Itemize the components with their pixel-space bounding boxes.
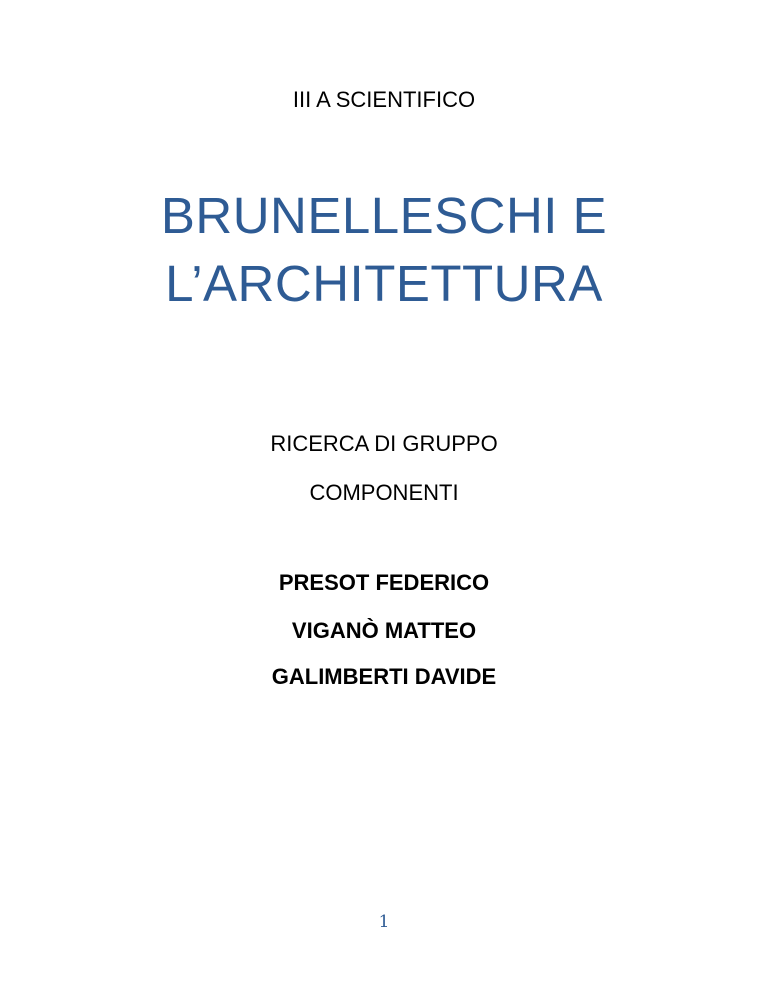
page-number: 1 [378, 912, 390, 932]
subtitle-members-heading: COMPONENTI [309, 480, 459, 505]
title-line-2: L’ARCHITETTURA [165, 255, 603, 312]
member-name: VIGANÒ MATTEO [291, 618, 477, 643]
member-name: PRESOT FEDERICO [278, 570, 490, 595]
subtitle-research: RICERCA DI GRUPPO [270, 431, 498, 456]
title-line-1: BRUNELLESCHI E [160, 187, 608, 244]
class-label: III A SCIENTIFICO [292, 87, 476, 112]
member-name: GALIMBERTI DAVIDE [271, 664, 497, 689]
